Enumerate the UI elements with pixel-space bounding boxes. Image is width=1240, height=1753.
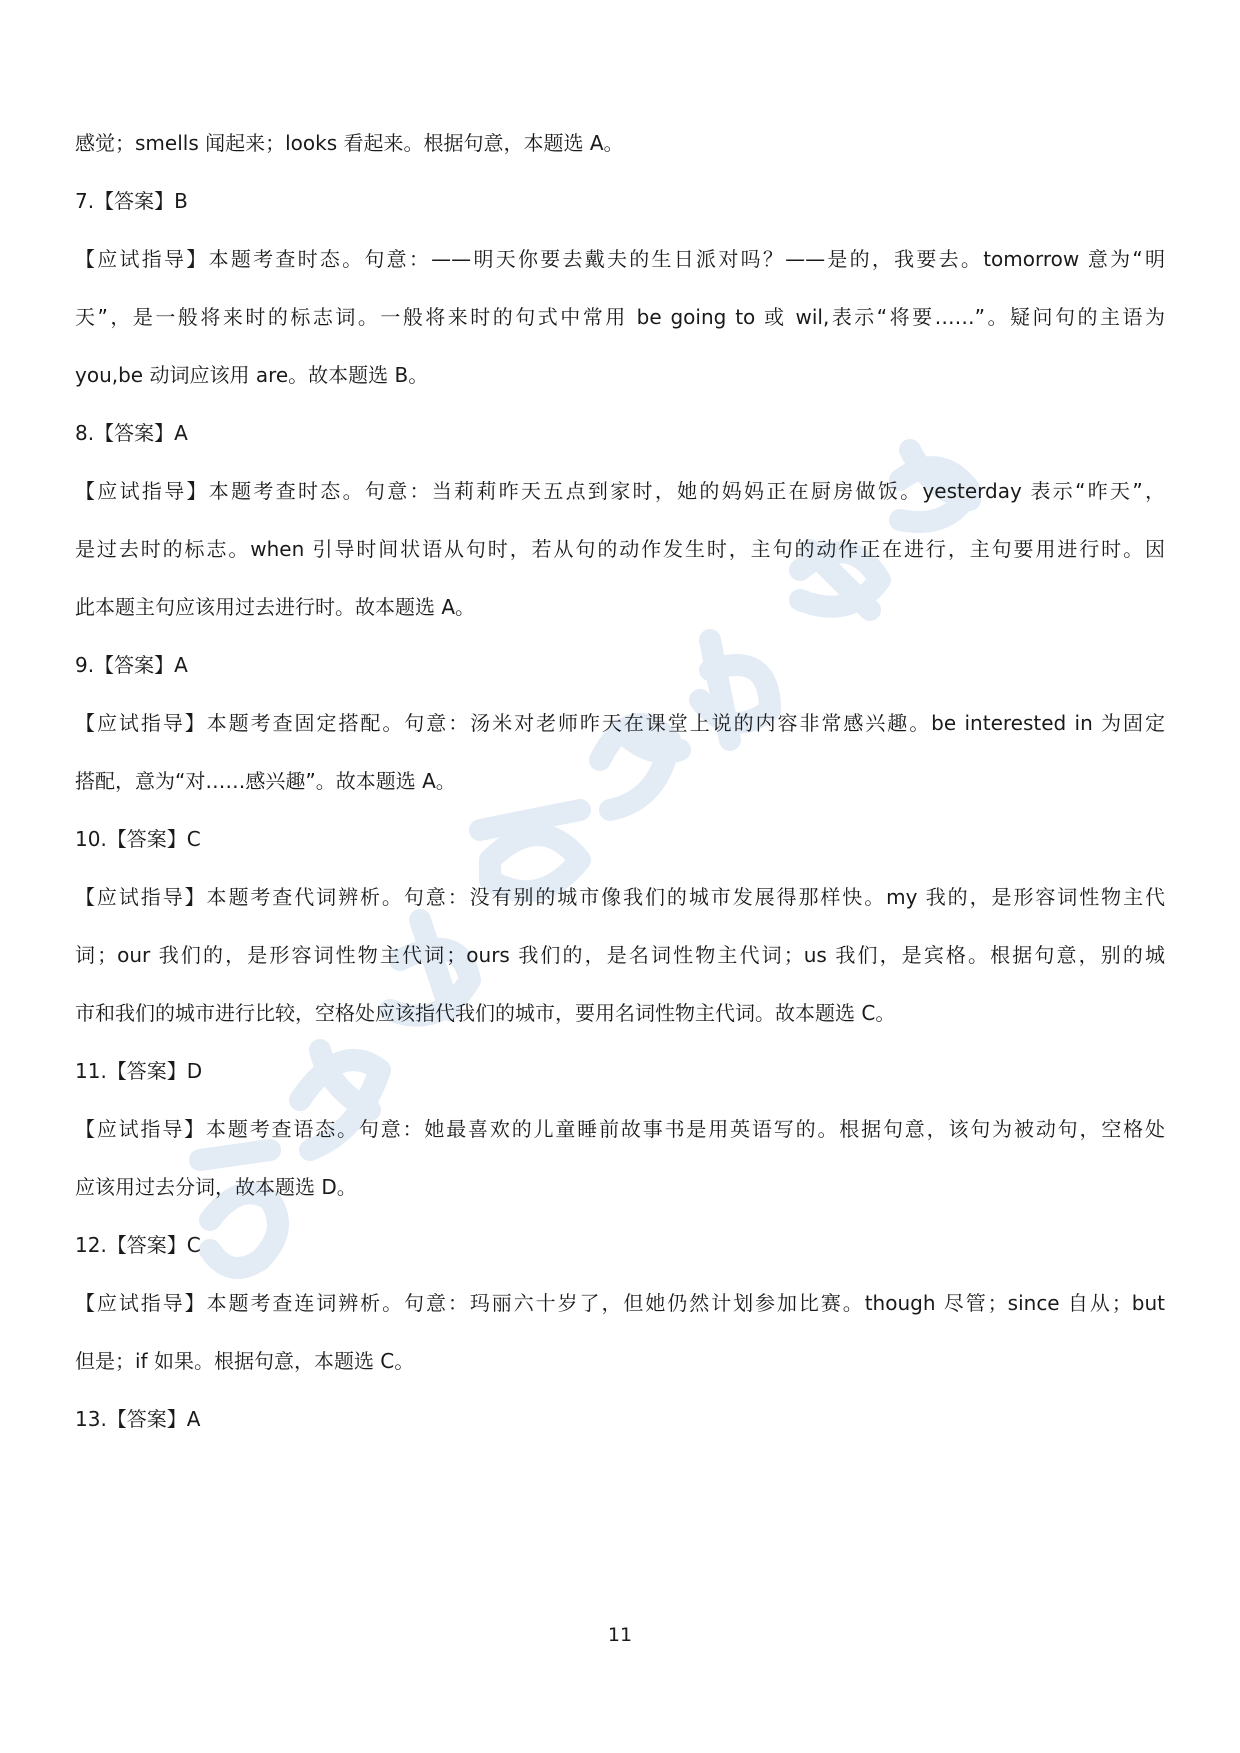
- explanation-line: 【应试指导】本题考查语态。句意：她最喜欢的儿童睡前故事书是用英语写的。根据句意，该句为被动句，空格处: [75, 1117, 1165, 1141]
- explanation-line: 【应试指导】本题考查时态。句意：——明天你要去戴夫的生日派对吗？——是的，我要去。tomorrow 意为“明: [75, 247, 1165, 271]
- explanation-line: 天”，是一般将来时的标志词。一般将来时的句式中常用 be going to 或 wil,表示“将要……”。疑问句的主语为: [75, 305, 1165, 329]
- answer-heading: 12.【答案】C: [75, 1233, 201, 1257]
- explanation-line: 【应试指导】本题考查连词辨析。句意：玛丽六十岁了，但她仍然计划参加比赛。though 尽管；since 自从；but: [75, 1291, 1165, 1315]
- explanation-line: 是过去时的标志。when 引导时间状语从句时，若从句的动作发生时，主句的动作正在进行，主句要用进行时。因: [75, 537, 1165, 561]
- answer-heading: 9.【答案】A: [75, 653, 188, 677]
- answer-heading: 11.【答案】D: [75, 1059, 203, 1083]
- explanation-line: you,be 动词应该用 are。故本题选 B。: [75, 363, 429, 387]
- answer-heading: 7.【答案】B: [75, 189, 188, 213]
- answer-heading: 8.【答案】A: [75, 421, 188, 445]
- text-line: 感觉；smells 闻起来；looks 看起来。根据句意，本题选 A。: [75, 131, 624, 155]
- explanation-line: 【应试指导】本题考查时态。句意：当莉莉昨天五点到家时，她的妈妈正在厨房做饭。yesterday 表示“昨天”，: [75, 479, 1165, 503]
- page-number: 11: [607, 1624, 633, 1646]
- explanation-line: 但是；if 如果。根据句意，本题选 C。: [75, 1349, 415, 1373]
- explanation-line: 词；our 我们的，是形容词性物主代词；ours 我们的，是名词性物主代词；us 我们，是宾格。根据句意，别的城: [75, 943, 1165, 967]
- explanation-line: 市和我们的城市进行比较，空格处应该指代我们的城市，要用名词性物主代词。故本题选 C。: [75, 1001, 896, 1025]
- explanation-line: 应该用过去分词，故本题选 D。: [75, 1175, 357, 1199]
- answer-heading: 10.【答案】C: [75, 827, 201, 851]
- explanation-line: 【应试指导】本题考查固定搭配。句意：汤米对老师昨天在课堂上说的内容非常感兴趣。be interested in 为固定: [75, 711, 1165, 735]
- answer-heading: 13.【答案】A: [75, 1407, 201, 1431]
- explanation-line: 搭配，意为“对……感兴趣”。故本题选 A。: [75, 769, 456, 793]
- explanation-line: 此本题主句应该用过去进行时。故本题选 A。: [75, 595, 476, 619]
- explanation-line: 【应试指导】本题考查代词辨析。句意：没有别的城市像我们的城市发展得那样快。my 我的，是形容词性物主代: [75, 885, 1165, 909]
